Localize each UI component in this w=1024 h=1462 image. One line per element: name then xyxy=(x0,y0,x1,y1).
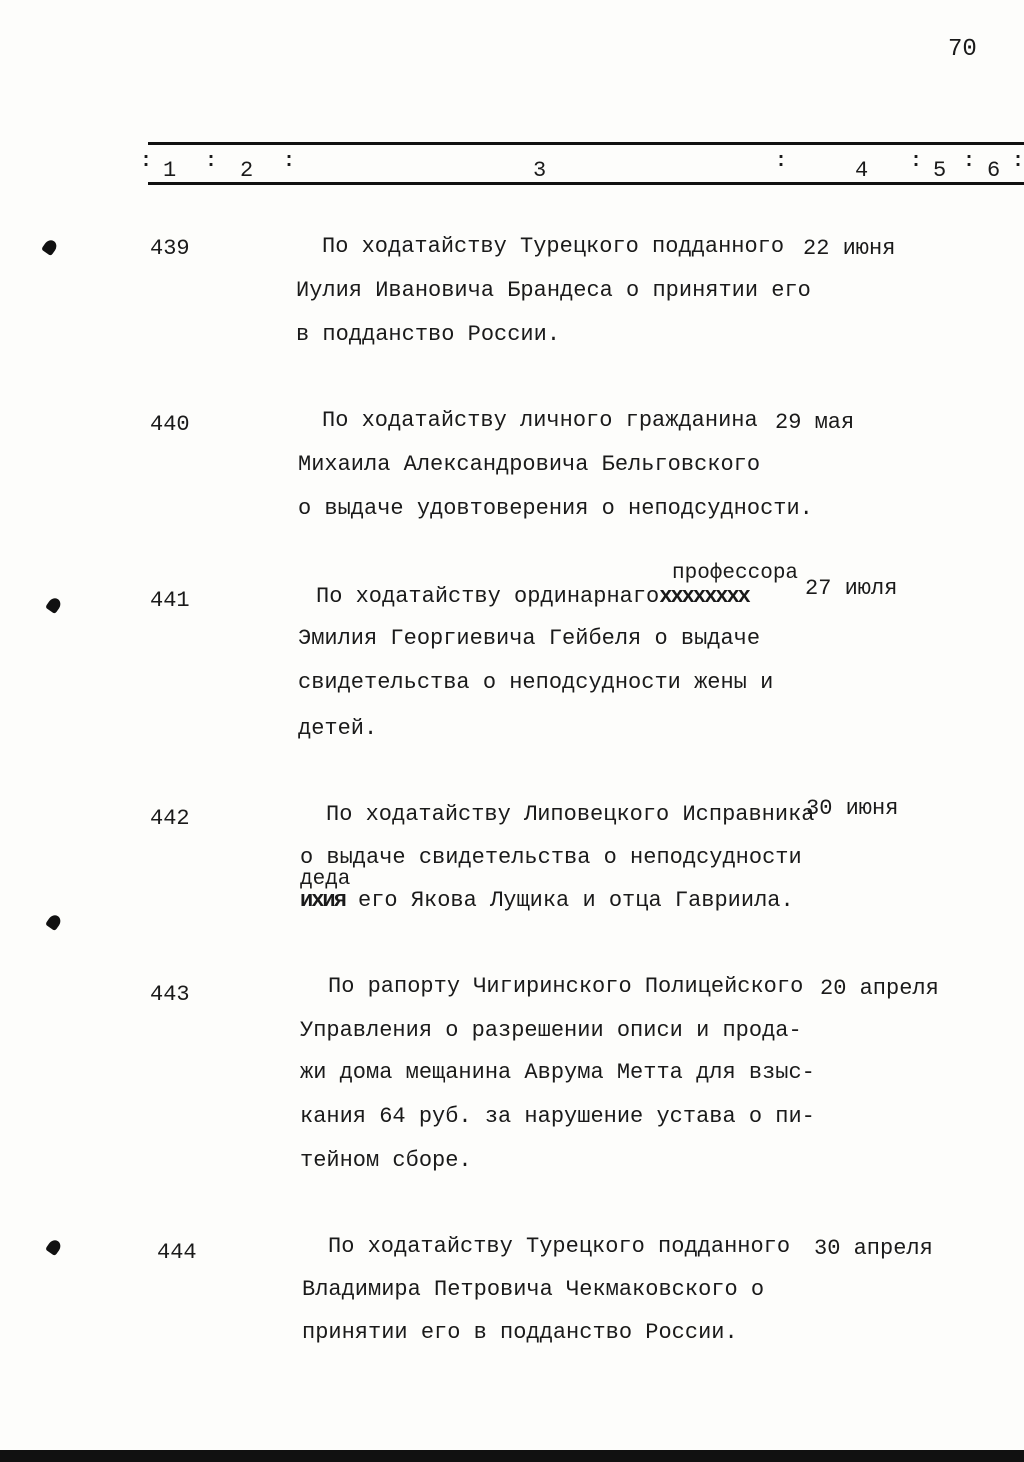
entry-line: принятии его в подданство России. xyxy=(302,1320,738,1345)
header-top-rule xyxy=(148,142,1024,145)
entry-line: По рапорту Чигиринского Полицейского xyxy=(328,974,804,999)
bottom-scan-edge xyxy=(0,1450,1024,1462)
struck-out-word: ихия xyxy=(300,888,345,913)
entry-number: 442 xyxy=(150,806,190,831)
column-header-2: 2 xyxy=(240,158,254,183)
entry-line: тейном сборе. xyxy=(300,1148,472,1173)
entry-line: Владимира Петровича Чекмаковского о xyxy=(302,1277,765,1302)
entry-date: 27 июля xyxy=(805,576,898,601)
entry-line: в подданство России. xyxy=(296,322,561,347)
entry-line: По ходатайству Липовецкого Исправника xyxy=(326,802,815,827)
entry-line: По ходатайству ординарнагохххххххх xyxy=(316,584,749,609)
header-bottom-rule xyxy=(148,182,1024,185)
page-number: 70 xyxy=(948,36,977,63)
entry-line: свидетельства о неподсудности жены и xyxy=(298,670,774,695)
entry-line: о выдаче удовтоверения о неподсудности. xyxy=(298,496,813,521)
entry-line: кания 64 руб. за нарушение устава о пи- xyxy=(300,1104,815,1129)
entry-line: Управления о разрешении описи и прода- xyxy=(300,1018,802,1043)
entry-line: По ходатайству Турецкого подданного xyxy=(328,1234,791,1259)
entry-number: 441 xyxy=(150,588,190,613)
column-header-1: 1 xyxy=(163,158,177,183)
column-header-3: 3 xyxy=(533,158,547,183)
column-separator: : xyxy=(963,150,976,173)
entry-number: 444 xyxy=(157,1240,197,1265)
column-header-4: 4 xyxy=(855,158,869,183)
column-separator: : xyxy=(910,150,923,173)
entry-number: 439 xyxy=(150,236,190,261)
entry-date: 29 мая xyxy=(775,410,855,435)
inserted-word: профессора xyxy=(672,562,799,585)
column-header-5: 5 xyxy=(933,158,947,183)
entry-line: ихия его Якова Лущика и отца Гавриила. xyxy=(300,888,794,913)
entry-line: жи дома мещанина Аврума Метта для взыс- xyxy=(300,1060,815,1085)
entry-date: 22 июня xyxy=(803,236,896,261)
column-separator: : xyxy=(205,150,218,173)
column-separator: : xyxy=(283,150,296,173)
entry-line: По ходатайству Турецкого подданного xyxy=(322,234,785,259)
entry-number: 440 xyxy=(150,412,190,437)
entry-line: Эмилия Георгиевича Гейбеля о выдаче xyxy=(298,626,761,651)
column-separator: : xyxy=(140,150,153,173)
inserted-word: деда xyxy=(300,868,351,891)
entry-line: детей. xyxy=(298,716,378,741)
entry-date: 30 июня xyxy=(806,796,899,821)
struck-out-word: хххххххх xyxy=(659,584,749,609)
entry-line: Иулия Ивановича Брандеса о принятии его xyxy=(296,278,811,303)
entry-date: 20 апреля xyxy=(820,976,939,1001)
column-header-6: 6 xyxy=(987,158,1001,183)
entry-date: 30 апреля xyxy=(814,1236,933,1261)
entry-number: 443 xyxy=(150,982,190,1007)
entry-line: По ходатайству личного гражданина xyxy=(322,408,758,433)
entry-line: о выдаче свидетельства о неподсудности xyxy=(300,845,802,870)
entry-line: Михаила Александровича Бельговского xyxy=(298,452,761,477)
column-separator: : xyxy=(775,150,788,173)
column-separator: : xyxy=(1012,150,1024,173)
